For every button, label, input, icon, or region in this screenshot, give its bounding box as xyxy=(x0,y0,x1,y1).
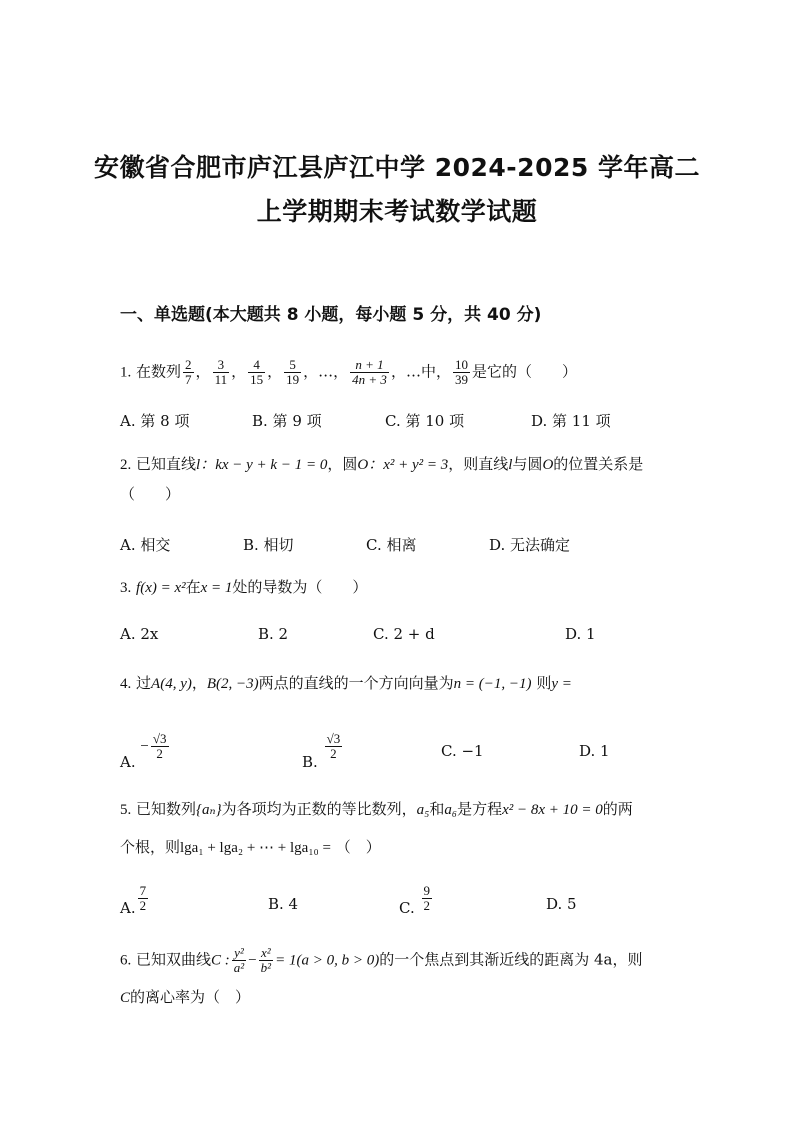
q2-option-d: D. 无法确定 xyxy=(489,536,571,554)
q3-option-d: D. 1 xyxy=(565,625,596,643)
q4-post: 则 xyxy=(536,674,552,692)
q2-text: 的位置关系是 xyxy=(553,455,644,473)
page-title-line1: 安徽省合肥市庐江县庐江中学 2024-2025 学年高二 xyxy=(94,153,700,182)
q3-mid: 在 xyxy=(185,578,201,596)
q1-term-1: $\frac{2}{7}$ xyxy=(185,357,192,387)
q5-text: 为各项均为正数的等比数列， xyxy=(221,800,417,818)
q2-line-equation: l：kx − y + k − 1 = 0 xyxy=(196,457,328,473)
q4-number: 4. xyxy=(120,676,132,692)
q2-text: 与圆 xyxy=(512,455,543,473)
q1-number: 1. xyxy=(120,364,132,381)
q5-a5: a₅ xyxy=(416,802,430,818)
q4-option-a: A. − $\frac{√3}{2}$ xyxy=(120,731,167,771)
q6-c-symbol: C xyxy=(120,990,131,1006)
q4-option-c: C. −1 xyxy=(441,742,484,760)
q5-sequence: {aₙ} xyxy=(196,802,222,818)
q1-general-term: $\frac{n + 1}{4n + 3}$ xyxy=(352,357,387,387)
q6-minus: − xyxy=(248,952,257,969)
q1-term-3: $\frac{4}{15}$ xyxy=(250,357,264,387)
q5-option-b: B. 4 xyxy=(268,895,299,913)
question-6 xyxy=(120,946,642,975)
q1-option-a: A. 第 8 项 xyxy=(120,412,190,430)
q2-number: 2. xyxy=(120,457,132,473)
q2-circle-symbol: O xyxy=(542,457,554,473)
q1-pre: 在数列 xyxy=(136,362,182,381)
page-title-line2: 上学期期末考试数学试题 xyxy=(256,197,538,226)
q1-option-d: D. 第 11 项 xyxy=(531,412,611,430)
q5-option-a: A. $\frac{7}{2}$ xyxy=(120,883,147,917)
q5-paren: （ ） xyxy=(335,838,381,856)
q2-option-c: C. 相离 xyxy=(366,536,417,554)
q1-term-4: $\frac{5}{19}$ xyxy=(286,357,300,387)
q1-term-2: $\frac{3}{11}$ xyxy=(214,357,228,387)
q4-mid: 两点的直线的一个方向向量为 xyxy=(258,674,454,692)
q5-number: 5. xyxy=(120,802,132,818)
q3-number: 3. xyxy=(120,580,132,596)
q4-point-a: A(4, y) xyxy=(151,676,192,692)
q3-option-a: A. 2x xyxy=(120,625,159,643)
question-2 xyxy=(120,457,643,473)
q2-option-b: B. 相切 xyxy=(243,536,294,554)
q4-vector: n = (−1, −1) xyxy=(453,676,532,692)
q3-post: 处的导数为（ ） xyxy=(232,578,368,596)
q6-text: 的一个焦点到其渐近线的距离为 4a，则 xyxy=(379,950,643,969)
q6-text: 已知双曲线 xyxy=(136,950,212,969)
q2-option-a: A. 相交 xyxy=(120,536,171,554)
q5-option-c: C. $\frac{9}{2}$ xyxy=(399,883,430,917)
q5-text: 和 xyxy=(429,800,445,818)
q2-text: ，圆 xyxy=(327,455,358,473)
q6-frac-2: $\frac{\text{x²}}{\text{b²}}$ xyxy=(260,945,272,975)
q4-comma: ， xyxy=(191,674,207,692)
q4-option-b: B. $\frac{√3}{2}$ xyxy=(302,731,341,771)
q1-target: $\frac{10}{39}$ xyxy=(454,357,468,387)
q3-function: f(x) = x² xyxy=(136,580,186,596)
q2-text: 已知直线 xyxy=(136,455,197,473)
q6-condition: = 1(a > 0, b > 0) xyxy=(275,952,380,969)
q2-line-symbol: l xyxy=(508,457,513,473)
q5-a6: a₆ xyxy=(444,802,458,818)
question-6-line-2 xyxy=(120,990,250,1006)
question-5-line-2 xyxy=(120,840,381,856)
q5-log-sum: lga₁ + lga₂ + ⋯ + lga₁₀ = xyxy=(180,840,331,856)
q4-pre: 过 xyxy=(136,674,152,692)
q1-dots: …， xyxy=(318,362,349,381)
q2-paren: （ ） xyxy=(120,485,181,503)
q5-text: 的两 xyxy=(602,800,633,818)
q6-text: 的离心率为（ ） xyxy=(130,988,251,1006)
q5-text: 个根，则 xyxy=(120,838,181,856)
q3-option-b: B. 2 xyxy=(258,625,289,643)
q6-hyperbola-symbol: C : xyxy=(211,952,230,969)
q4-point-b: B(2, −3) xyxy=(206,676,259,692)
q2-circle-equation: O：x² + y² = 3 xyxy=(357,457,449,473)
section-heading: 一、单选题(本大题共 8 小题，每小题 5 分，共 40 分) xyxy=(120,305,542,325)
q4-option-d: D. 1 xyxy=(579,742,610,760)
question-1: 1. 在数列 $\frac{2}{7}$ ， $\frac{3}{11}$ ， $\frac{4}{15}$ ， $\frac{5}{19}$ ，…， $\frac{n + 1}{4n + 3}$ ，…中， $\frac{10}{39}$ 是它的（ ） xyxy=(120,357,577,387)
q5-text: 是方程 xyxy=(457,800,503,818)
q3-option-c: C. 2 + d xyxy=(373,625,435,643)
q1-post: 是它的（ ） xyxy=(471,362,577,381)
question-5 xyxy=(120,802,633,818)
q2-text: ，则直线 xyxy=(448,455,509,473)
q4-y: y = xyxy=(551,676,572,692)
question-3 xyxy=(120,580,367,596)
q5-equation: x² − 8x + 10 = 0 xyxy=(502,802,603,818)
q6-frac-1: $\frac{\text{y²}}{\text{a²}}$ xyxy=(233,945,245,975)
q5-option-d: D. 5 xyxy=(546,895,577,913)
q1-option-c: C. 第 10 项 xyxy=(385,412,465,430)
q6-number: 6. xyxy=(120,952,132,969)
q1-mid: ，…中， xyxy=(390,362,451,381)
q1-option-b: B. 第 9 项 xyxy=(252,412,322,430)
q5-text: 已知数列 xyxy=(136,800,197,818)
question-4 xyxy=(120,676,572,692)
q3-point: x = 1 xyxy=(200,580,233,596)
